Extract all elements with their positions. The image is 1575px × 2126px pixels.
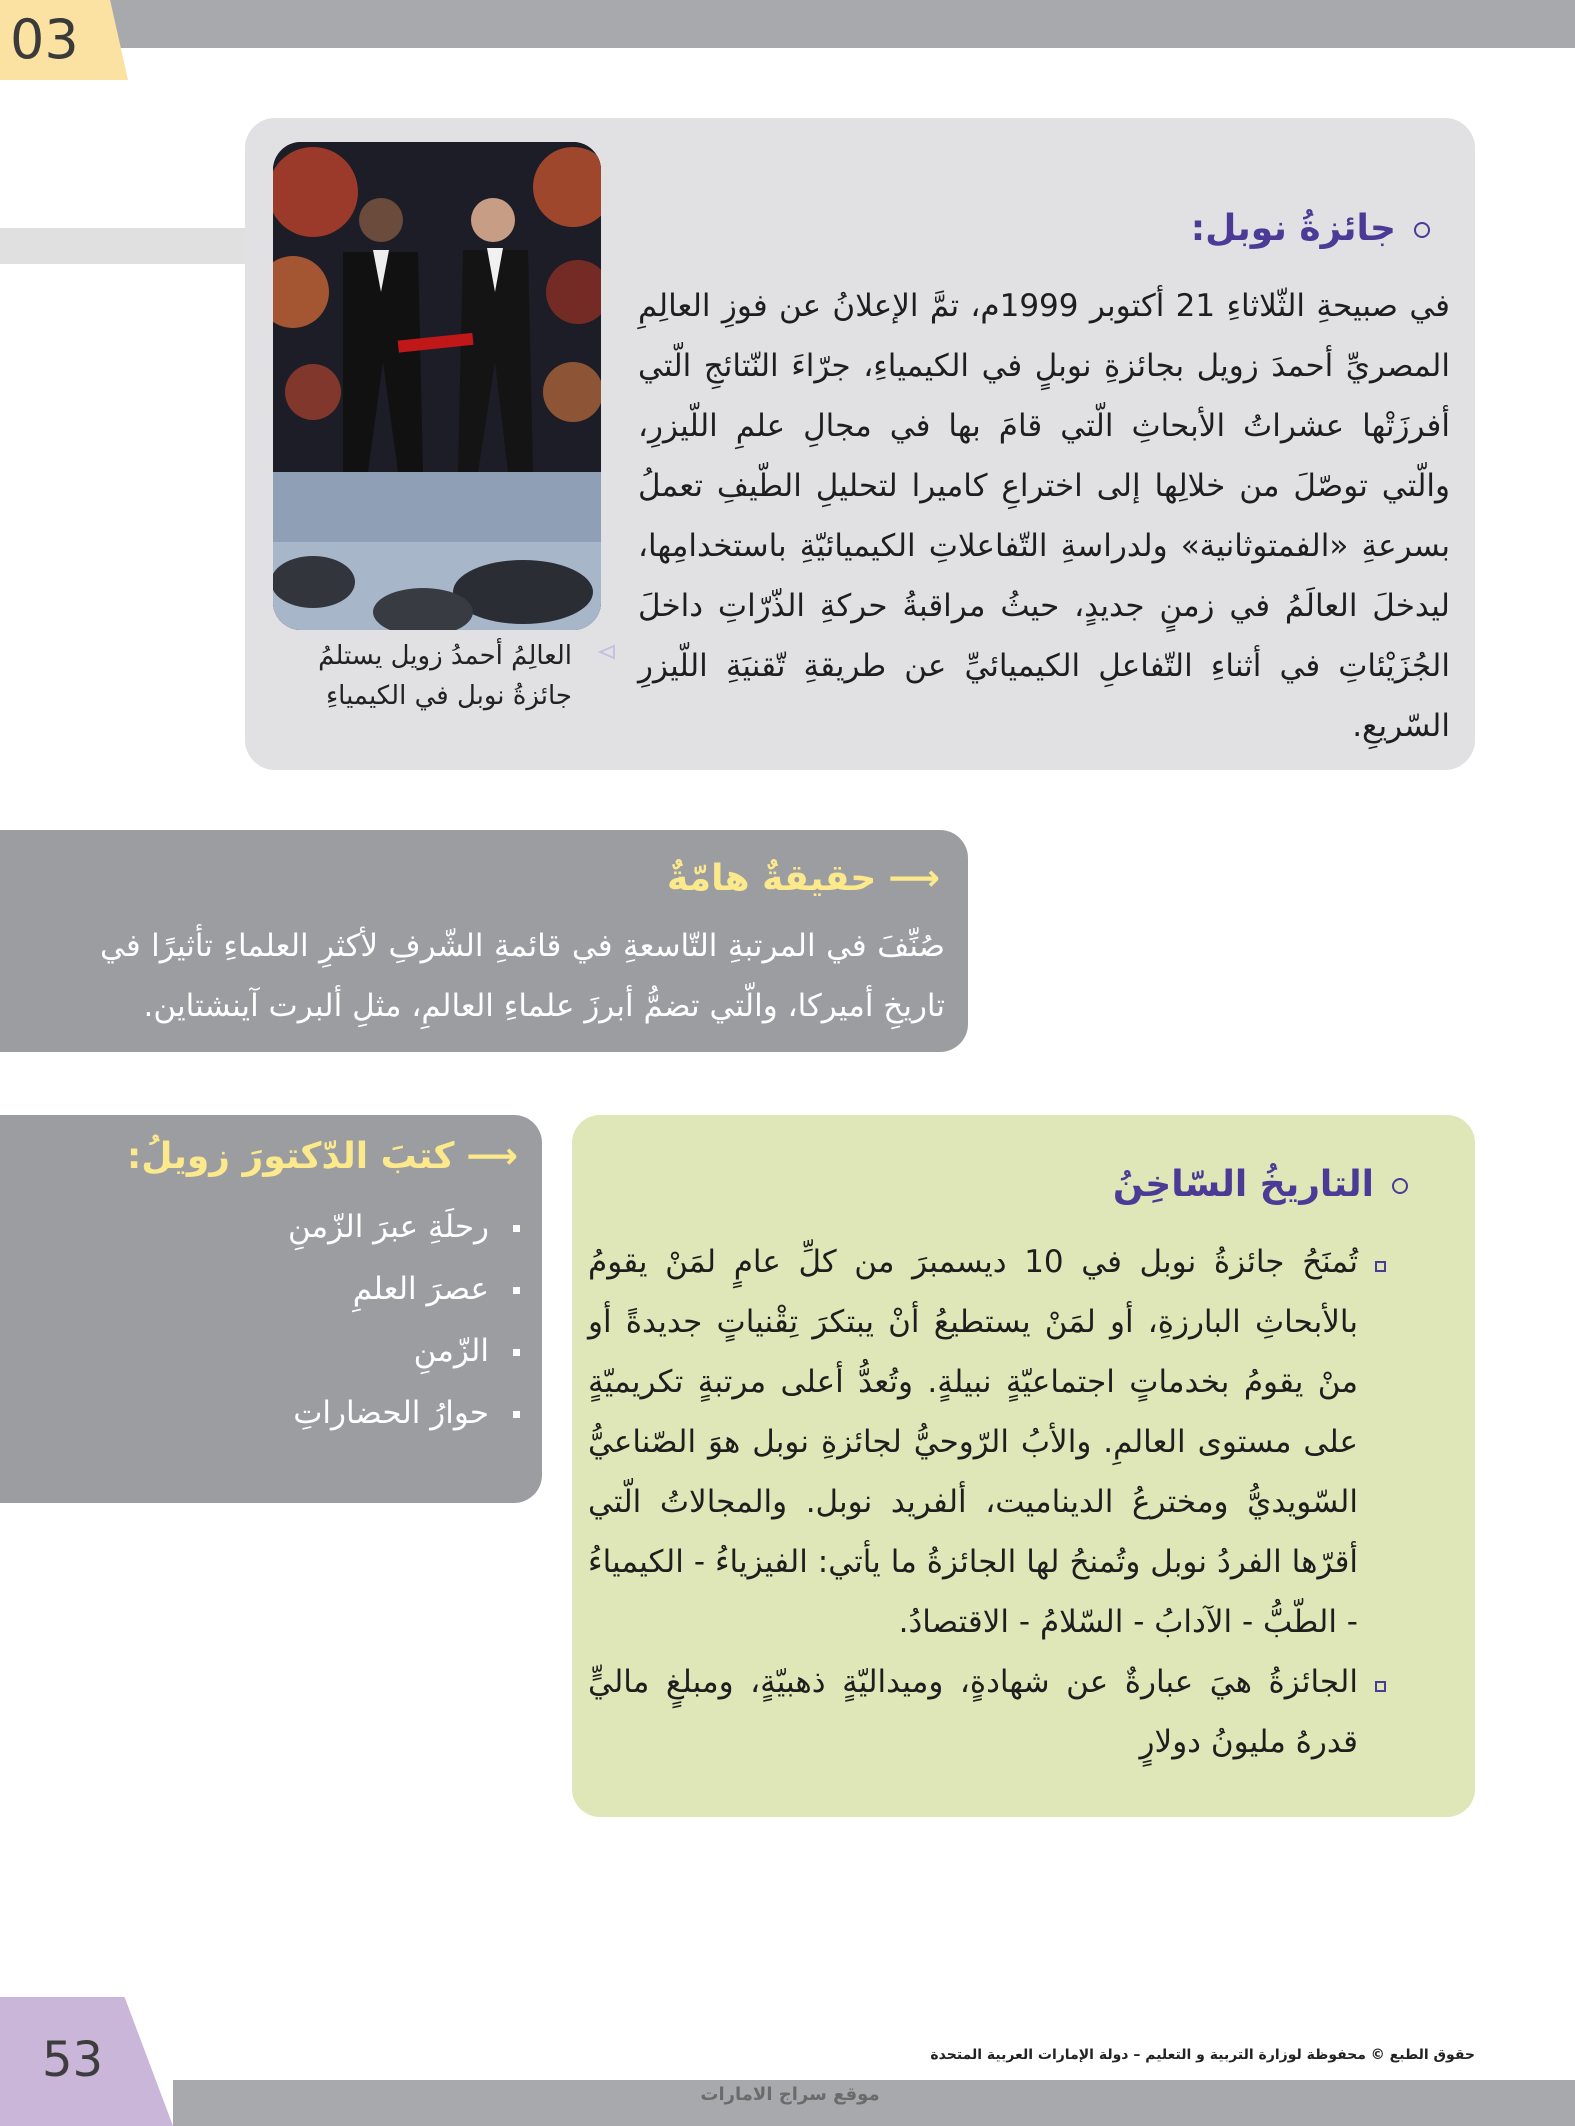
list-item: رحلَةِ عبرَ الزّمنِ — [180, 1196, 520, 1258]
square-bullet-icon — [1375, 1681, 1386, 1692]
list-item: حوارُ الحضاراتِ — [180, 1382, 520, 1444]
square-bullet-icon — [513, 1349, 520, 1356]
nobel-heading — [800, 208, 1430, 249]
list-item: تُمنَحُ جائزةُ نوبل في 10 ديسمبرَ من كلِّ عامٍ لمَنْ يقومُ بالأبحاثِ البارزةِ، أو لمَنْ يستطيعُ أنْ يبتكرَ تِقْنياتٍ جديدةً أو منْ يقومُ بخدماتٍ اجتماعيّةٍ نبيلةٍ. وتُعدُّ أعلى مرتبةٍ تكريميّةٍ على مستوى العالمِ. والأبُ الرّوحيُّ لجائزةِ نوبل هوَ الصّناعيُّ السّويديُّ ومخترعُ الديناميت، ألفريد نوبل. والمجالاتُ الّتي أقرّها الفردُ نوبل وتُمنحُ لها الجائزةُ ما يأتي: الفيزياءُ - الكيمياءُ - الطّبُّ - الآدابُ - السّلامُ - الاقتصادُ. — [588, 1232, 1408, 1652]
square-bullet-icon — [513, 1411, 520, 1418]
important-fact-title — [560, 858, 940, 899]
ring-bullet-icon — [1414, 222, 1430, 238]
list-item: الجائزةُ هيَ عبارةٌ عن شهادةٍ، وميداليّةٍ ذهبيّةٍ، ومبلغٍ ماليٍّ قدرهُ مليونُ دولارٍ — [588, 1652, 1408, 1772]
ring-bullet-icon — [1392, 1178, 1408, 1194]
books-title-text: كتبَ الدّكتورَ زويلُ: — [126, 1136, 455, 1177]
side-decor-line — [0, 228, 246, 264]
square-bullet-icon — [513, 1225, 520, 1232]
important-fact-title-text: حقيقةٌ هامّةٌ — [666, 858, 877, 899]
hot-history-heading — [1110, 1164, 1408, 1205]
arrow-icon: ⟶ — [466, 1136, 518, 1177]
hot-history-heading-text: التاريخُ السّاخِنُ — [1112, 1164, 1374, 1205]
arrow-icon: ⟶ — [888, 858, 940, 899]
page-number: 53 — [42, 2032, 104, 2088]
copyright-notice: حقوق الطبع © محفوظة لوزارة التربية و التعليم – دولة الإمارات العربية المتحدة — [930, 2047, 1475, 2063]
nobel-body-text: في صبيحةِ الثّلاثاءِ 21 أكتوبر 1999م، تمَّ الإعلانُ عن فوزِ العالِمِ المصريِّ أحمدَ زويل بجائزةِ نوبلٍ في الكيمياءِ، جرّاءَ النّتائجِ الّتي أفرزَتْها عشراتُ الأبحاثِ الّتي قامَ بها في مجالِ علمِ اللّيزرِ، والّتي توصّلَ من خلالِها إلى اختراعِ كاميرا لتحليلِ الطّيفِ تعملُ بسرعةِ «الفمتوثانية» ولدراسةِ التّفاعلاتِ الكيميائيّةِ باستخدامِها، ليدخلَ العالَمُ في زمنٍ جديدٍ، حيثُ مراقبةُ حركةِ الذّرّاتِ داخلَ الجُزَيْئاتِ في أثناءِ التّفاعلِ الكيميائيِّ عن طريقةِ تّقنيَةِ اللّيزرِ السّريعِ. — [638, 288, 1450, 744]
important-fact-body: صُنِّفَ في المرتبةِ التّاسعةِ في قائمةِ الشّرفِ لأكثرِ العلماءِ تأثيرًا في تاريخِ أميركا، والّتي تضمُّ أبرزَ علماءِ العالمِ، مثلِ ألبرت آينشتاين. — [100, 928, 945, 1024]
footer-site-name: موقع سراج الامارات — [700, 2084, 880, 2105]
books-list — [180, 1196, 520, 1444]
square-bullet-icon — [1375, 1261, 1386, 1272]
chapter-number: 03 — [10, 8, 79, 71]
caption-pointer-icon — [596, 644, 616, 660]
hot-history-list — [588, 1232, 1408, 1772]
zewail-nobel-photo — [273, 142, 601, 630]
photo-caption: العالِمُ أحمدُ زويل يستلمُ جائزةُ نوبل في الكيمياءِ — [318, 641, 572, 711]
list-item: الزّمنِ — [180, 1320, 520, 1382]
top-bar — [0, 0, 1575, 48]
square-bullet-icon — [513, 1287, 520, 1294]
nobel-heading-text: جائزةُ نوبل: — [1190, 208, 1396, 249]
books-title — [100, 1136, 518, 1177]
list-item: عصرَ العلمِ — [180, 1258, 520, 1320]
